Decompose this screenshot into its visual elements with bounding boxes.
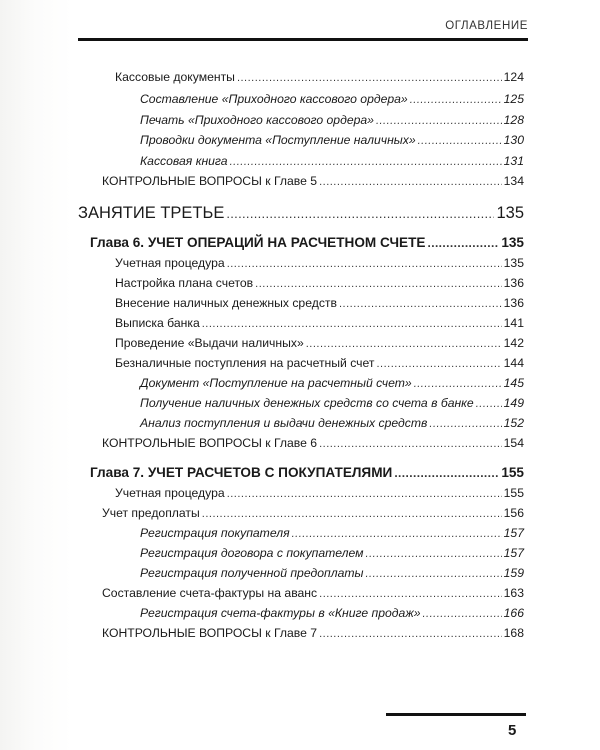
- toc-entry: [115, 356, 524, 372]
- toc-entry-page: 144: [503, 356, 524, 370]
- toc-entry-page: 152: [503, 416, 524, 430]
- toc-entry-title: Анализ поступления и выдачи денежных средств: [140, 416, 428, 430]
- toc-entry: [140, 566, 524, 582]
- toc-leader: [237, 71, 502, 86]
- toc-leader: [366, 547, 502, 562]
- toc-entry-title: Регистрация покупателя: [140, 526, 290, 540]
- toc-entry: [140, 154, 524, 170]
- toc-entry-title: Внесение наличных денежных средств: [115, 296, 337, 310]
- toc-entry-title: Учетная процедура: [115, 486, 225, 500]
- toc-entry-page: 155: [501, 465, 524, 480]
- toc-leader: [376, 357, 501, 372]
- toc-leader: [418, 134, 502, 149]
- toc-entry-page: 135: [501, 235, 524, 250]
- toc-entry: [102, 436, 524, 452]
- running-title: ОГЛАВЛЕНИЕ: [445, 20, 528, 32]
- toc-entry: [140, 113, 524, 129]
- toc-entry-title: Кассовые документы: [115, 70, 235, 84]
- toc-entry: [115, 336, 524, 352]
- page-number: 5: [508, 722, 517, 739]
- toc-entry-title: Выписка банка: [115, 316, 200, 330]
- toc-leader: [319, 587, 502, 602]
- toc-entry-page: 125: [503, 92, 524, 106]
- toc-leader: [202, 507, 502, 522]
- toc-entry-title: Составление счета-фактуры на аванс: [102, 586, 318, 600]
- footer-rule: [386, 713, 526, 716]
- toc-leader: [476, 397, 502, 412]
- toc-entry-title: КОНТРОЛЬНЫЕ ВОПРОСЫ к Главе 6: [102, 436, 318, 450]
- toc-leader: [227, 257, 502, 272]
- toc-entry-title: Кассовая книга: [140, 154, 228, 168]
- toc-entry-title: Регистрация договора с покупателем: [140, 546, 364, 560]
- toc-entry-page: 168: [503, 626, 524, 640]
- toc-entry: [140, 606, 524, 622]
- toc-entry: [115, 256, 524, 272]
- toc-entry-title: Проведение «Выдачи наличных»: [115, 336, 304, 350]
- toc-entry-page: 136: [503, 296, 524, 310]
- header-rule: [78, 38, 528, 41]
- toc-entry-title: Учет предоплаты: [102, 506, 200, 520]
- toc-leader: [306, 337, 502, 352]
- toc-entry-title: Составление «Приходного кассового ордера»: [140, 92, 408, 106]
- toc-leader: [319, 437, 502, 452]
- toc-leader: [394, 465, 499, 482]
- toc-entry-title: Глава 7. УЧЕТ РАСЧЕТОВ С ПОКУПАТЕЛЯМИ: [90, 465, 393, 480]
- toc-entry-title: ЗАНЯТИЕ ТРЕТЬЕ: [78, 204, 225, 222]
- toc-entry: [140, 376, 524, 392]
- toc-entry-page: 124: [503, 70, 524, 84]
- toc-entry-title: КОНТРОЛЬНЫЕ ВОПРОСЫ к Главе 5: [102, 174, 318, 188]
- toc-leader: [427, 235, 499, 252]
- toc-entry-page: 156: [503, 506, 524, 520]
- toc-entry: [140, 526, 524, 542]
- toc-leader: [414, 377, 502, 392]
- toc-entry-page: 130: [503, 133, 524, 147]
- toc-entry-page: 141: [503, 316, 524, 330]
- toc-entry-title: Регистрация полученной предоплаты: [140, 566, 364, 580]
- toc-entry-title: Настройка плана счетов: [115, 276, 254, 290]
- toc-leader: [226, 204, 494, 224]
- toc-entry: [140, 396, 524, 412]
- toc-entry: [115, 70, 524, 86]
- toc-entry-title: Документ «Поступление на расчетный счет»: [140, 376, 412, 390]
- toc-entry: [102, 506, 524, 522]
- toc-entry-title: Получение наличных денежных средств со счета в банке: [140, 396, 474, 410]
- toc-entry: [115, 316, 524, 332]
- toc-entry-page: 163: [503, 586, 524, 600]
- toc-entry-title: Безналичные поступления на расчетный счет: [115, 356, 375, 370]
- toc-leader: [365, 567, 501, 582]
- toc-entry-page: 135: [503, 256, 524, 270]
- toc-leader: [429, 417, 501, 432]
- toc-entry: [115, 296, 524, 312]
- toc-leader: [319, 175, 502, 190]
- toc-entry: [102, 586, 524, 602]
- toc-entry-page: 157: [503, 546, 524, 560]
- toc-part-heading: [78, 203, 524, 224]
- toc-entry-page: 142: [503, 336, 524, 350]
- toc-leader: [292, 527, 502, 542]
- toc-leader: [410, 93, 502, 108]
- toc-leader: [202, 317, 502, 332]
- toc-chapter-heading: [90, 464, 524, 482]
- toc-entry-title: КОНТРОЛЬНЫЕ ВОПРОСЫ к Главе 7: [102, 626, 318, 640]
- toc-entry-page: 134: [503, 174, 524, 188]
- toc-entry-page: 135: [496, 204, 524, 222]
- toc-entry-title: Печать «Приходного кассового ордера»: [140, 113, 374, 127]
- toc-entry-title: Проводки документа «Поступление наличных»: [140, 133, 416, 147]
- toc-entry-page: 136: [503, 276, 524, 290]
- toc-entry-page: 154: [503, 436, 524, 450]
- toc-entry-title: Регистрация счета-фактуры в «Книге продаж»: [140, 606, 421, 620]
- toc-entry: [115, 276, 524, 292]
- toc-entry-page: 149: [503, 396, 524, 410]
- toc-entry-page: 166: [503, 606, 524, 620]
- toc-entry: [140, 546, 524, 562]
- toc-entry: [102, 174, 524, 190]
- toc-leader: [423, 607, 502, 622]
- toc-entry-page: 159: [503, 566, 524, 580]
- toc-leader: [319, 627, 502, 642]
- toc-entry-page: 145: [503, 376, 524, 390]
- toc-entry-page: 131: [503, 154, 524, 168]
- toc-entry-page: 157: [503, 526, 524, 540]
- toc-chapter-heading: [90, 234, 524, 252]
- toc-leader: [230, 155, 502, 170]
- toc-entry-page: 155: [503, 486, 524, 500]
- toc-leader: [255, 277, 502, 292]
- toc-leader: [227, 487, 502, 502]
- toc-entry-title: Учетная процедура: [115, 256, 225, 270]
- toc-entry: [140, 416, 524, 432]
- toc-entry-page: 128: [503, 113, 524, 127]
- toc-entry: [115, 486, 524, 502]
- toc-entry: [140, 133, 524, 149]
- toc-leader: [376, 114, 502, 129]
- toc-leader: [339, 297, 502, 312]
- toc-entry: [140, 92, 524, 108]
- toc-entry-title: Глава 6. УЧЕТ ОПЕРАЦИЙ НА РАСЧЕТНОМ СЧЕТЕ: [90, 235, 426, 250]
- toc-entry: [102, 626, 524, 642]
